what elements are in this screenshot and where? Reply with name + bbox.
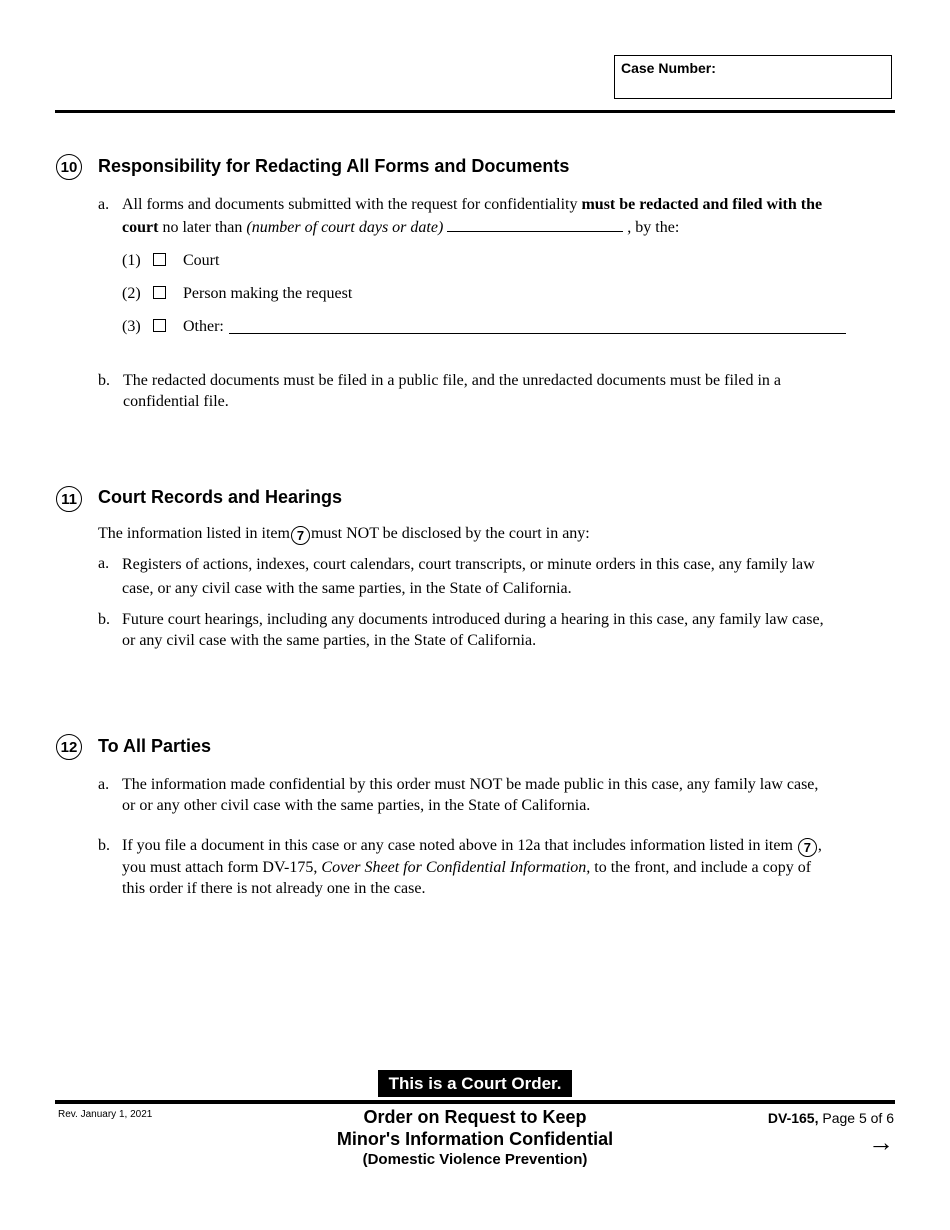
section-11a-letter: a. [98, 555, 110, 572]
deadline-blank-field[interactable] [447, 215, 623, 232]
option-3-checkbox[interactable] [153, 319, 166, 332]
option-3-label: Other: [183, 318, 224, 335]
section-12b-line2-before: you must attach form DV-175, [122, 859, 322, 876]
section-10-title: Responsibility for Redacting All Forms and Documents [98, 156, 570, 176]
section-11-intro-before: The information listed in item [98, 525, 290, 542]
section-10a-bold1: must be redacted and filed with the [581, 196, 823, 213]
section-12b-line3: this order if there is not already one in the case. [122, 880, 426, 897]
option-2-label: Person making the request [183, 285, 353, 302]
case-number-box[interactable] [614, 55, 892, 99]
section-10b-text [123, 370, 883, 412]
section-10a-letter: a. [98, 196, 110, 213]
section-11b-text [122, 609, 892, 651]
section-11-number: 11 [56, 486, 82, 512]
section-11b-line1: Future court hearings, including any documents introduced during a hearing in this case, any family law case, [122, 611, 824, 628]
section-10a-text3: , by the: [623, 219, 680, 236]
form-title-line3: (Domestic Violence Prevention) [362, 1151, 588, 1168]
other-blank-field[interactable] [229, 333, 846, 334]
revision-date: Rev. January 1, 2021 [58, 1109, 153, 1120]
section-10b-line2: confidential file. [123, 393, 229, 410]
option-1-checkbox[interactable] [153, 253, 166, 266]
form-id: DV-165, [767, 1110, 819, 1126]
item-7-reference: 7 [798, 838, 817, 857]
footer-rule [55, 1100, 895, 1104]
court-order-banner: This is a Court Order. [378, 1070, 572, 1097]
section-12b-line2-after: to the front, and include a copy of [590, 859, 812, 876]
section-10a-text [122, 194, 882, 215]
section-11b-line2: or any civil case with the same parties, in the State of California. [122, 632, 537, 649]
page-number: Page 5 of 6 [818, 1110, 894, 1126]
option-2-checkbox[interactable] [153, 286, 166, 299]
section-10a-italic: (number of court days or date) [246, 219, 444, 236]
form-title-line2: Minor's Information Confidential [336, 1129, 614, 1149]
option-3-number: (3) [122, 318, 141, 335]
section-11-title: Court Records and Hearings [98, 487, 343, 507]
section-12-title: To All Parties [98, 736, 212, 756]
next-page-arrow-icon[interactable]: → [868, 1127, 894, 1157]
section-12a-line1: The information made confidential by this order must NOT be made public in this case, any family law case, [122, 776, 819, 793]
section-11a-line2: case, or any civil case with the same parties, in the State of California. [122, 580, 572, 597]
section-10a-text-line2 [122, 215, 882, 238]
section-12a-text [122, 774, 892, 816]
form-id-page [768, 1110, 894, 1126]
section-12b-line1-after: , [817, 837, 822, 854]
section-12a-letter: a. [98, 776, 110, 793]
item-7-reference: 7 [291, 526, 310, 545]
section-11a-text [122, 553, 892, 601]
form-title [300, 1106, 650, 1170]
section-10a-text1: All forms and documents submitted with the request for confidentiality [122, 196, 582, 213]
form-title-line1: Order on Request to Keep [363, 1107, 587, 1127]
section-12b-line2 [122, 857, 892, 878]
section-12b-line1 [122, 835, 892, 857]
section-12b-line2-italic: Cover Sheet for Confidential Information, [321, 859, 591, 876]
option-1-label: Court [183, 252, 220, 269]
case-number-label: Case Number: [621, 60, 716, 76]
section-10a-bold2: court [122, 219, 159, 236]
section-12a-line2: or or any other civil case with the same parties, in the State of California. [122, 797, 591, 814]
section-10b-line1: The redacted documents must be filed in a public file, and the unredacted documents must be filed in a [123, 372, 782, 389]
option-1-number: (1) [122, 252, 141, 269]
section-11-intro-after: must NOT be disclosed by the court in any: [310, 525, 590, 542]
section-10b-letter: b. [98, 372, 110, 389]
section-12b-line1-before: If you file a document in this case or any case noted above in 12a that includes information listed in item [122, 837, 797, 854]
section-10-number: 10 [56, 154, 82, 180]
section-10a-text2: no later than [158, 219, 247, 236]
section-12-number: 12 [56, 734, 82, 760]
section-11b-letter: b. [98, 611, 110, 628]
section-12b-text [122, 835, 892, 899]
section-12b-letter: b. [98, 837, 110, 854]
section-11-intro [98, 523, 590, 545]
header-rule [55, 110, 895, 113]
option-2-number: (2) [122, 285, 141, 302]
section-11a-line1: Registers of actions, indexes, court calendars, court transcripts, or minute orders in this case, any family law [122, 556, 815, 573]
